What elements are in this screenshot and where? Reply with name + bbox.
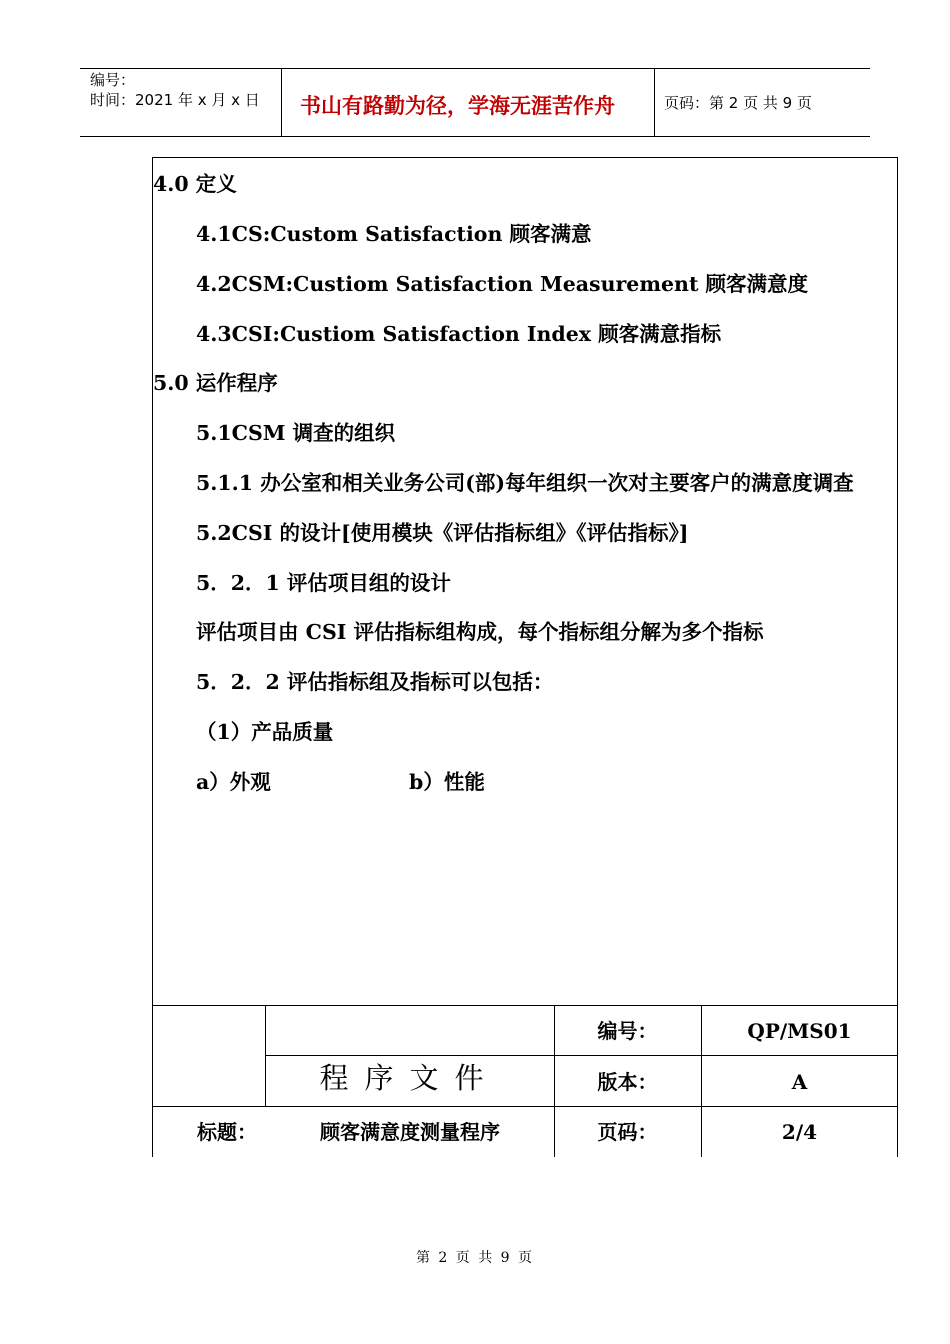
- header-time-label: 时间：2021 年 x 月 x 日: [90, 91, 260, 109]
- header-number-label: 编号：: [90, 71, 136, 89]
- table-rule: [265, 1055, 898, 1056]
- section-heading: 4.0 定义: [153, 172, 237, 196]
- subsection-heading: 5.2CSI 的设计[使用模块《评估指标组》《评估指标》]: [196, 521, 689, 545]
- header-top-rule: [80, 68, 870, 69]
- doc-title-value: 顾客满意度测量程序: [320, 1120, 500, 1144]
- frame-left: [152, 157, 153, 1157]
- doc-title-label: 标题：: [197, 1120, 257, 1144]
- list-item: a）外观: [196, 770, 271, 794]
- frame-right: [897, 157, 898, 1157]
- section-heading: 5.0 运作程序: [153, 371, 278, 395]
- header-page-info: 页码：第 2 页 共 9 页: [664, 94, 812, 112]
- header-bottom-rule: [80, 136, 870, 137]
- header-divider: [281, 68, 282, 136]
- doc-version-value: A: [791, 1070, 808, 1094]
- doc-number-label: 编号：: [597, 1019, 658, 1043]
- body-paragraph: 5.1.1 办公室和相关业务公司(部)每年组织一次对主要客户的满意度调查: [196, 471, 854, 495]
- list-item: b）性能: [409, 770, 485, 794]
- subsection-heading: 5.1CSM 调查的组织: [196, 421, 396, 445]
- doc-version-label: 版本：: [597, 1070, 658, 1094]
- definition-item: 4.2CSM:Custiom Satisfaction Measurement 顾客满意度: [196, 272, 809, 296]
- subsection-heading: 5．2．1 评估项目组的设计: [196, 571, 451, 595]
- header-divider: [654, 68, 655, 136]
- definition-item: 4.1CS:Custom Satisfaction 顾客满意: [196, 222, 592, 246]
- doc-page-label: 页码：: [597, 1120, 658, 1144]
- doc-type-title: 程序文件: [319, 1061, 500, 1095]
- subsection-heading: 5．2．2 评估指标组及指标可以包括：: [196, 670, 554, 694]
- definition-item: 4.3CSI:Custiom Satisfaction Index 顾客满意指标: [196, 322, 722, 346]
- list-item: （1）产品质量: [196, 720, 334, 744]
- table-rule: [152, 1005, 898, 1006]
- page-footer: 第 2 页 共 9 页: [415, 1250, 535, 1266]
- table-rule: [152, 1106, 898, 1107]
- body-paragraph: 评估项目由 CSI 评估指标组构成，每个指标组分解为多个指标: [196, 620, 764, 644]
- frame-top: [152, 157, 898, 158]
- doc-number-value: QP/MS01: [747, 1019, 852, 1043]
- header-motto: 书山有路勤为径，学海无涯苦作舟: [300, 94, 615, 118]
- doc-page-value: 2/4: [781, 1120, 818, 1144]
